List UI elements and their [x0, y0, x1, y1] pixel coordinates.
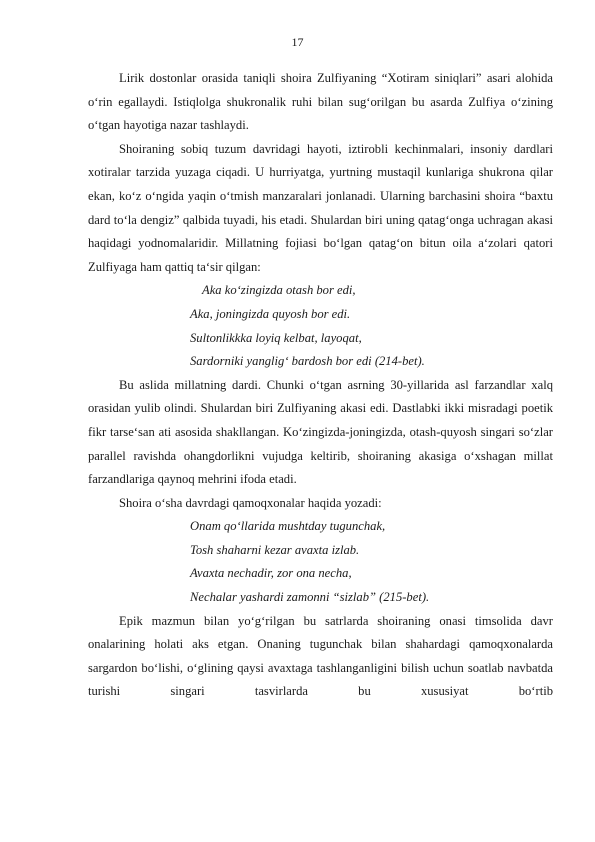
paragraph-intro: Lirik dostonlar orasida taniqli shoira Zulfiyaning “Xotiram siniqlari” asari alohida o‘rin egallaydi. Istiqlolga shukronalik ruhi bilan sug‘orilgan bu asarda Zulfiya o‘zining o‘tgan hayotiga nazar tashlaydi. — [88, 71, 553, 133]
verse-line: Sultonlikkka loyiq kelbat, layoqat, — [190, 330, 362, 345]
paragraph-epic: Epik mazmun bilan yo‘g‘rilgan bu satrlarda shoiraning onasi timsolida davr onalarining holati aks etgan. Onaning tugunchak bilan shahardagi qamoqxonalarda sargardon bo‘lishi, o‘glining qaysi avaxtaga tashlanganligini bilish uchun soatlab navbatda turishi singari tasvirlarda bu xususiyat bo‘rtib — [88, 613, 553, 699]
page-number: 17 — [291, 35, 304, 49]
verse-block-mother — [88, 515, 553, 609]
paragraph-analysis: Bu aslida millatning dardi. Chunki o‘tgan asrning 30-yillarida asl farzandlar xalq orasidan yulib olindi. Shulardan biri Zulfiyaning akasi edi. Dastlabki ikki misradagi poetik fikr tarse‘san ati asosida shakllangan. Ko‘zingizda-joningizda, otash-quyosh singari so‘zlar parallel ravishda ohangdorlikni vujudga keltirib, shoiraning akasiga o‘xshagan millat farzandlariga qaynoq mehrini ifoda etadi. — [88, 377, 553, 487]
verse-line: Onam qo‘llarida mushtday tugunchak, — [190, 519, 386, 534]
document-body — [88, 67, 553, 704]
verse-line: Nechalar yashardi zamonni “sizlab” (215-bet). — [190, 590, 430, 605]
verse-line: Avaxta nechadir, zor ona necha, — [190, 566, 352, 581]
verse-line: Sardorniki yanglig‘ bardosh bor edi (214-bet). — [190, 354, 425, 369]
verse-line: Aka ko‘zingizda otash bor edi, — [202, 283, 356, 298]
paragraph-memories: Shoiraning sobiq tuzum davridagi hayoti, iztirobli kechinmalari, insoniy dardlari xotiralar tarzida yuzaga ciqadi. U hurriyatga, yurtning mustaqil kunlariga shukrona qilar ekan, ko‘z o‘ngida yaqin o‘tmish manzaralari jonlanadi. Ularning barchasini shoira “baxtu dard to‘la dengiz” qalbida tuyadi, his etadi. Shulardan biri uning qatag‘onga uchragan akasi haqidagi yodnomalaridir. Millatning fojiasi bo‘lgan qatag‘on bitun oila a‘zolari qatori Zulfiyaga ham qattiq ta‘sir qilgan: — [88, 141, 553, 274]
verse-line: Tosh shaharni kezar avaxta izlab. — [190, 542, 360, 557]
paragraph-prisons-intro: Shoira o‘sha davrdagi qamoqxonalar haqida yozadi: — [119, 495, 382, 510]
verse-block-brother — [88, 279, 553, 373]
verse-line: Aka, joningizda quyosh bor edi. — [190, 306, 351, 321]
